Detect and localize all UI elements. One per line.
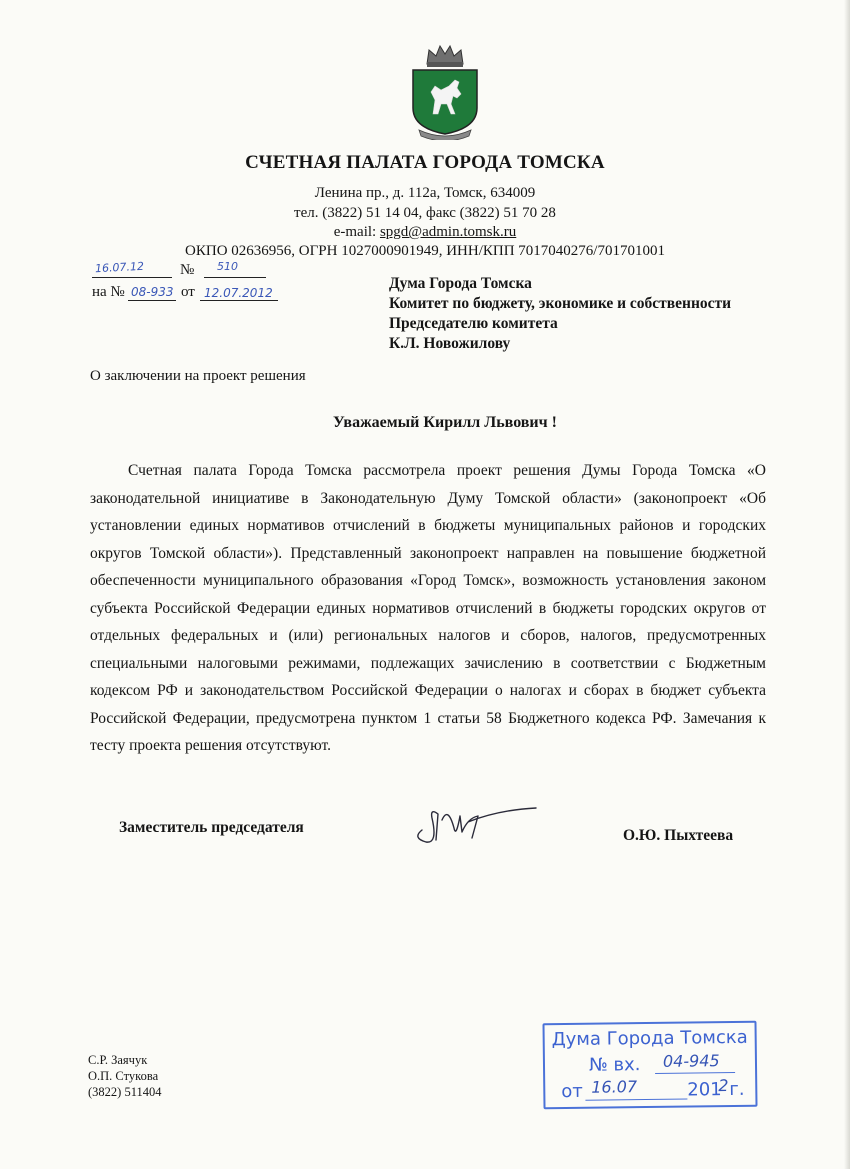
executors-block: [88, 1052, 162, 1100]
registration-codes: ОКПО 02636956, ОГРН 1027000901949, ИНН/КПП 7017040276/701701001: [185, 243, 665, 259]
organization-name: СЧЕТНАЯ ПАЛАТА ГОРОДА ТОМСКА: [245, 152, 605, 173]
reference-label: на №: [92, 284, 125, 300]
signatory-name: О.Ю. Пыхтеева: [623, 827, 734, 844]
email-label: e-mail:: [333, 224, 380, 240]
outgoing-number: 510: [217, 260, 238, 273]
stamp-title: Дума Города Томска: [551, 1026, 748, 1051]
signatory-title: Заместитель председателя: [119, 819, 304, 836]
executor-phone: (3822) 511404: [88, 1085, 162, 1099]
addressee-line-3: Председателю комитета: [389, 315, 558, 332]
stamp-year-prefix: 201: [687, 1079, 722, 1101]
stamp-date-line: [585, 1099, 687, 1101]
outgoing-date-line: [92, 277, 172, 278]
executor-1: С.Р. Заячук: [88, 1053, 148, 1067]
stamp-date: 16.07: [591, 1077, 638, 1097]
addressee-line-1: Дума Города Томска: [389, 275, 532, 292]
outgoing-number-label: №: [180, 262, 195, 278]
addressee-line-4: К.Л. Новожилову: [389, 335, 511, 352]
addressee-block: [389, 274, 731, 354]
reference-from-label: от: [181, 284, 195, 300]
stamp-in-label: № вх.: [588, 1054, 641, 1076]
stamp-year-suffix: г.: [729, 1078, 745, 1101]
executor-2: О.П. Стукова: [88, 1069, 159, 1083]
outgoing-number-line: [204, 277, 266, 278]
email-link[interactable]: spgd@admin.tomsk.ru: [379, 224, 517, 240]
stamp-in-number: 04-945: [662, 1051, 720, 1071]
letter-subject: О заключении на проект решения: [90, 368, 306, 384]
address: Ленина пр., д. 112а, Томск, 634009: [314, 185, 536, 201]
page-edge-shadow: [844, 0, 850, 1169]
tomsk-coat-of-arms-icon: [405, 42, 485, 140]
reference-date-line: [200, 300, 278, 301]
reference-number-line: [128, 300, 176, 301]
incoming-registration-stamp: [542, 1021, 757, 1110]
reference-number: 08-933: [131, 285, 174, 299]
email-line: [0, 224, 850, 241]
handwritten-signature-icon: [408, 798, 543, 848]
phone-fax: тел. (3822) 51 14 04, факс (3822) 51 70 28: [294, 205, 556, 221]
stamp-in-number-line: [655, 1072, 735, 1074]
letter-body: Счетная палата Города Томска рассмотрела проект решения Думы Города Томска «О законодательной инициативе в Законодательную Думу Томской области» (законопроект «Об установлении единых нормативов отчислений в бюджеты муниципальных районов и городских округов Томской области»). Представленный законопроект направлен на повышение бюджетной обеспеченности муниципального образования «Город Томск», возможность установления законом субъекта Российской Федерации единых нормативов отчислений в бюджеты городских округов от отдельных федеральных и (или) региональных налогов и сборов, налогов, предусмотренных специальными налоговыми режимами, подлежащих зачислению в соответствии с Бюджетным кодексом РФ и законодательством Российской Федерации о налогах и сборах в бюджет субъекта Российской Федерации, предусмотрена пунктом 1 статьи 58 Бюджетного кодекса РФ. Замечания к тесту проекта решения отсутствуют.: [90, 462, 766, 754]
reference-date: 12.07.2012: [204, 286, 273, 300]
salutation: Уважаемый Кирилл Львович !: [333, 414, 557, 431]
stamp-from-label: от: [561, 1080, 583, 1103]
stamp-year-digit: 2: [718, 1076, 729, 1096]
addressee-line-2: Комитет по бюджету, экономике и собственности: [389, 295, 732, 312]
outgoing-date: 16.07.12: [94, 259, 145, 276]
